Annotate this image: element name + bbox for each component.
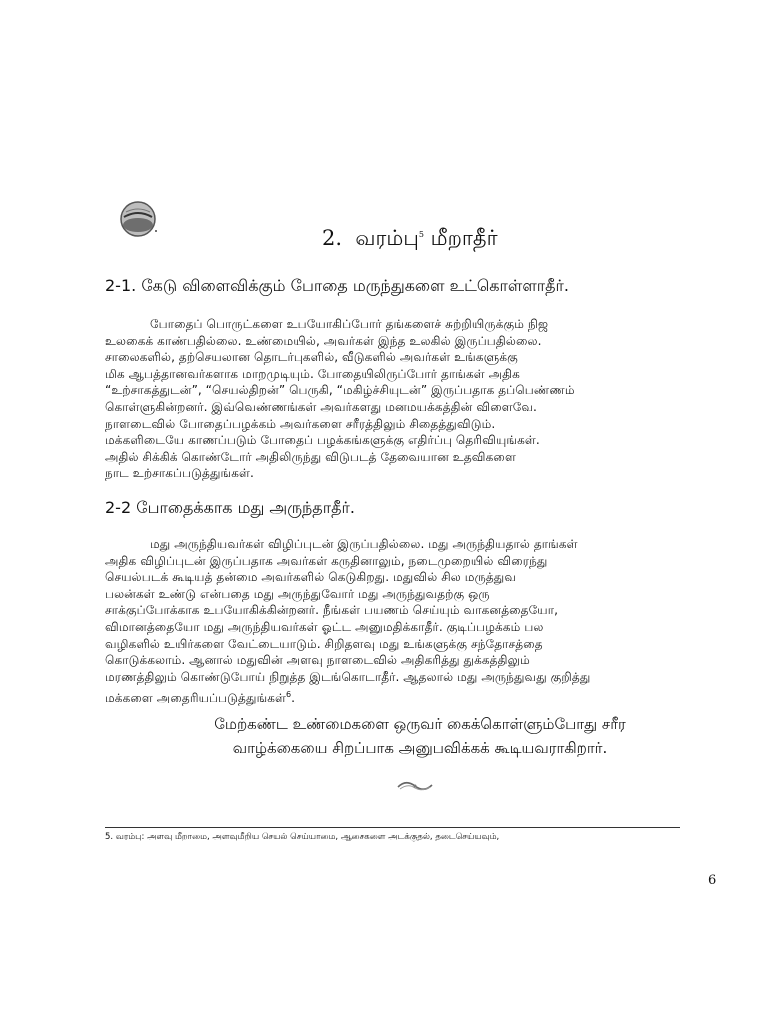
paragraph-2-2 bbox=[105, 536, 735, 707]
paragraph-line: நாட உற்சாகப்படுத்துங்கள். bbox=[105, 466, 254, 481]
paragraph-line: உலகைக் காண்பதில்லை. உண்மையில், அவர்கள் இந்த உலகில் இருப்பதில்லை. bbox=[105, 333, 542, 348]
section-title: கேடு விளைவிக்கும் போதை மருந்துகளை உட்கொள்ளாதீர். bbox=[141, 276, 569, 295]
flourish-ornament-icon bbox=[396, 777, 434, 795]
paragraph-line: விமானத்தையோ மது அருந்தியவர்கள் ஓட்ட அனுமதிக்காதீர். குடிப்பழக்கம் பல bbox=[105, 619, 544, 634]
chapter-number: 2. bbox=[322, 226, 343, 250]
chapter-title-word: வரம்பு bbox=[355, 226, 419, 250]
section-number: 2-2 bbox=[105, 498, 132, 517]
paragraph-line: செயல்படக் கூடியத் தன்மை அவர்களில் கெடுகிறது. மதுவில் சில மருத்துவ bbox=[105, 570, 517, 585]
paragraph-line: கொள்ளுகின்றனர். இவ்வெண்ணங்கள் அவர்களது மனமயக்கத்தின் விளைவே. bbox=[105, 399, 537, 414]
section-title: போதைக்காக மது அருந்தாதீர். bbox=[136, 498, 355, 517]
paragraph-line: மரணத்திலும் கொண்டுபோய் நிறுத்த இடங்கொடாதீர். ஆதலால் மது அருந்துவது குறித்து bbox=[105, 669, 591, 684]
paragraph-line: வழிகளில் உயிர்களை வேட்டையாடும். சிறிதளவு மது உங்களுக்கு சந்தோசத்தை bbox=[105, 636, 543, 651]
footnote-text: 5. வரம்பு: அளவு மீறாமை, அளவுமீறிய செயல் செய்யாமை, ஆசைகளை அடக்குதல், தடைசெய்யவும், bbox=[105, 832, 500, 842]
paragraph-line: கொடுக்கலாம். ஆனால் மதுவின் அளவு நாளடைவில் அதிகரித்து துக்கத்திலும் bbox=[105, 653, 530, 668]
paragraph-line: மிக ஆபத்தானவர்களாக மாறமுடியும். போதையிலிருப்போர் தாங்கள் அதிக bbox=[105, 366, 520, 381]
conclusion-line: மேற்கண்ட உண்மைகளை ஒருவர் கைக்கொள்ளும்போது சரீர bbox=[214, 715, 626, 733]
paragraph-line-text: மக்களை அதைரியப்படுத்துங்கள் bbox=[105, 691, 287, 706]
paragraph-line: சாலைகளில், தற்செயலான தொடர்புகளில், வீடுகளில் அவர்கள் உங்களுக்கு bbox=[105, 350, 518, 365]
paragraph-line: மக்களிடையே காணப்படும் போதைப் பழக்கங்களுக்கு எதிர்ப்பு தெரிவியுங்கள். bbox=[105, 433, 540, 448]
paragraph-line: போதைப் பொருட்களை உபயோகிப்போர் தங்களைச் சுற்றியிருக்கும் நிஜ bbox=[150, 317, 549, 331]
paragraph-line: நாளடைவில் போதைப்பழக்கம் அவர்களை சரீரத்திலும் சிதைத்துவிடும். bbox=[105, 416, 496, 431]
paragraph-line: பலன்கள் உண்டு என்பதை மது அருந்துவோர் மது அருந்துவதற்கு ஒரு bbox=[105, 586, 490, 601]
footnote-divider bbox=[105, 827, 680, 828]
footnote-marker: 5 bbox=[418, 230, 424, 239]
chapter-title-rest: மீறாதீர் bbox=[430, 226, 498, 250]
section-number: 2-1. bbox=[105, 276, 137, 295]
conclusion-text bbox=[105, 712, 735, 760]
chapter-title bbox=[322, 226, 498, 253]
paragraph-line-last bbox=[105, 687, 735, 707]
paragraph-line: அதிக விழிப்புடன் இருப்பதாக அவர்கள் கருதினாலும், நடைமுறையில் விரைந்து bbox=[105, 553, 548, 568]
paragraph-line: “உற்சாகத்துடன்”, “செயல்திறன்” பெருகி, “மகிழ்ச்சியுடன்” இருப்பதாக தப்பெண்ணம் bbox=[105, 383, 575, 398]
paragraph-line-end: . bbox=[291, 691, 296, 706]
footnote-marker: 6 bbox=[286, 690, 292, 700]
globe-emblem-icon bbox=[118, 198, 160, 240]
conclusion-line: வாழ்க்கையை சிறப்பாக அனுபவிக்கக் கூடியவராகிறார். bbox=[232, 739, 608, 757]
paragraph-line: அதில் சிக்கிக் கொண்டோர் அதிலிருந்து விடுபடத் தேவையான உதவிகளை bbox=[105, 449, 516, 464]
paragraph-line: சாக்குப்போக்காக உபயோகிக்கின்றனர். நீங்கள் பயணம் செய்யும் வாகனத்தையோ, bbox=[105, 603, 558, 618]
paragraph-2-1 bbox=[105, 316, 735, 482]
page-number: 6 bbox=[708, 873, 717, 888]
section-heading-2-2 bbox=[105, 498, 355, 519]
paragraph-line: மது அருந்தியவர்கள் விழிப்புடன் இருப்பதில்லை. மது அருந்தியதால் தாங்கள் bbox=[150, 537, 578, 551]
section-heading-2-1 bbox=[105, 276, 569, 297]
